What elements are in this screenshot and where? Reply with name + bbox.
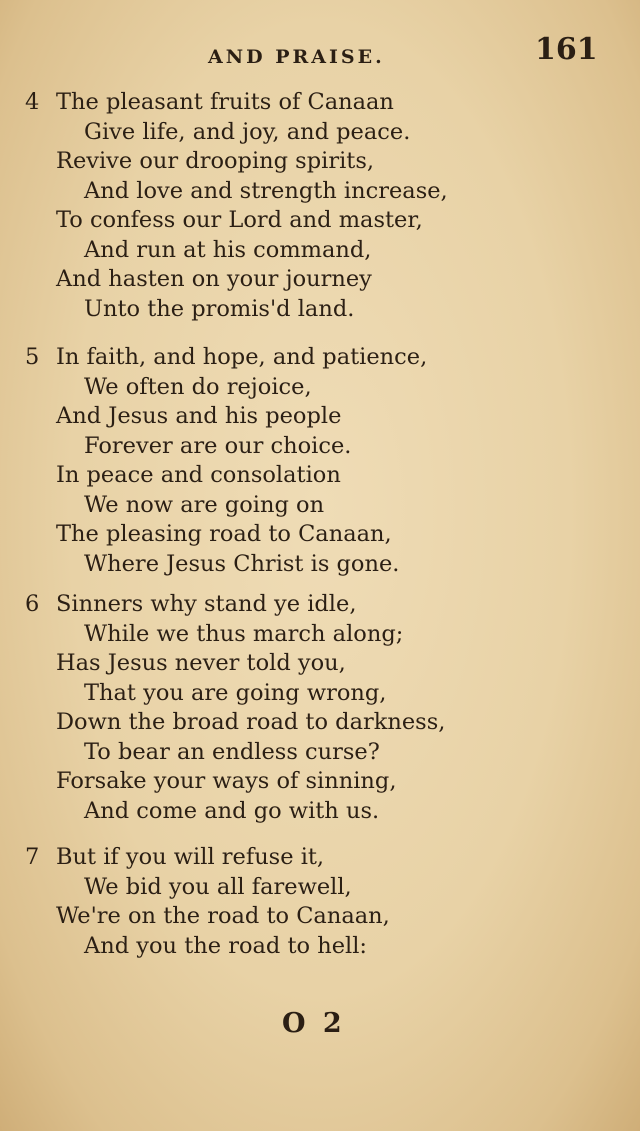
verse-line	[0, 147, 640, 177]
verse-line	[0, 236, 640, 266]
verse-line	[0, 432, 640, 462]
verse-line-text: Down the broad road to darkness,	[56, 709, 446, 735]
verse-line	[0, 491, 640, 521]
page-number: 161	[535, 32, 598, 67]
stanza-number: 7	[25, 844, 40, 870]
verse-line	[0, 373, 640, 403]
verse-line	[0, 649, 640, 679]
verse-line	[0, 620, 640, 650]
verse-line-text: Forsake your ways of sinning,	[56, 768, 397, 794]
stanza-4	[0, 88, 640, 324]
verse-line-text: While we thus march along;	[84, 620, 404, 647]
stanza-number: 6	[25, 591, 40, 617]
verse-line	[0, 295, 640, 325]
verse-line	[0, 343, 640, 373]
verse-line	[0, 206, 640, 236]
verse-line	[0, 520, 640, 550]
verse-line	[0, 265, 640, 295]
verse-line-text: In peace and consolation	[56, 462, 341, 488]
verse-line	[0, 738, 640, 768]
stanza-number: 5	[25, 344, 40, 370]
verse-line	[0, 797, 640, 827]
verse-line-text: The pleasant fruits of Canaan	[56, 89, 394, 115]
verse-line-text: Give life, and joy, and peace.	[84, 118, 411, 145]
signature-mark: O 2	[282, 1008, 346, 1039]
verse-line-text: And you the road to hell:	[84, 932, 367, 959]
verse-line	[0, 177, 640, 207]
verse-line-text: And come and go with us.	[84, 797, 380, 824]
verse-line-text: Unto the promis'd land.	[84, 295, 355, 322]
verse-line-text: Sinners why stand ye idle,	[56, 591, 357, 617]
stanza-5	[0, 343, 640, 579]
verse-line	[0, 873, 640, 903]
verse-line-text: Has Jesus never told you,	[56, 650, 346, 676]
verse-line	[0, 461, 640, 491]
verse-line	[0, 679, 640, 709]
verse-line	[0, 550, 640, 580]
stanza-number: 4	[25, 89, 40, 115]
verse-line-text: And run at his command,	[84, 236, 372, 263]
verse-line-text: To bear an endless curse?	[84, 738, 380, 765]
verse-line-text: To confess our Lord and master,	[56, 207, 423, 233]
stanza-6	[0, 590, 640, 826]
verse-line	[0, 402, 640, 432]
verse-line	[0, 88, 640, 118]
verse-line-text: That you are going wrong,	[84, 679, 387, 706]
verse-line	[0, 590, 640, 620]
verse-line-text: We bid you all farewell,	[84, 873, 352, 900]
verse-line	[0, 843, 640, 873]
verse-line	[0, 708, 640, 738]
verse-line-text: We now are going on	[84, 491, 325, 518]
verse-line-text: Where Jesus Christ is gone.	[84, 550, 400, 577]
verse-line-text: Revive our drooping spirits,	[56, 148, 375, 174]
verse-line	[0, 118, 640, 148]
verse-line-text: We often do rejoice,	[84, 373, 312, 400]
verse-line-text: We're on the road to Canaan,	[56, 903, 390, 929]
verse-line-text: And hasten on your journey	[56, 266, 372, 292]
verse-line	[0, 932, 640, 962]
verse-line	[0, 902, 640, 932]
stanza-7	[0, 843, 640, 961]
verse-line-text: Forever are our choice.	[84, 432, 352, 459]
verse-line-text: And Jesus and his people	[56, 403, 342, 429]
verse-line-text: And love and strength increase,	[84, 177, 448, 204]
running-title: AND PRAISE.	[208, 46, 385, 68]
verse-line-text: The pleasing road to Canaan,	[56, 521, 392, 547]
verse-line-text: In faith, and hope, and patience,	[56, 344, 428, 370]
verse-line-text: But if you will refuse it,	[56, 844, 325, 870]
verse-line	[0, 767, 640, 797]
